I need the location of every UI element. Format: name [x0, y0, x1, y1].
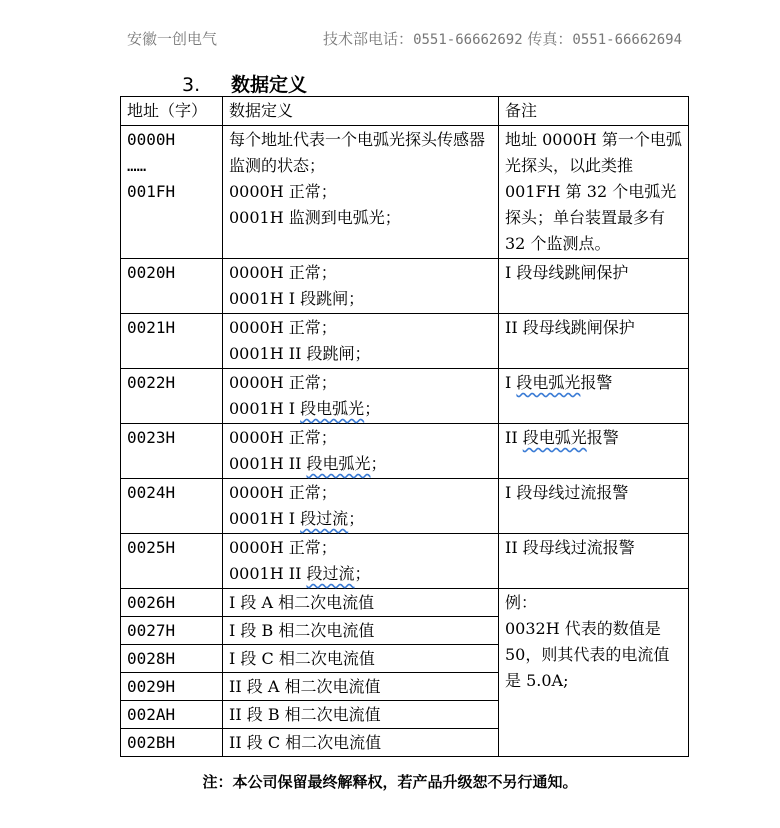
table-row [121, 479, 689, 534]
company-name: 安徽一创电气 [127, 30, 218, 48]
header-note: 备注 [499, 97, 689, 126]
section-heading [182, 70, 307, 97]
note-cell: II 段母线过流报警 [499, 534, 689, 589]
table-row [121, 126, 689, 259]
table-row [121, 259, 689, 314]
definition-line: 0000H 正常； [229, 428, 337, 447]
address-cell: 0025H [121, 534, 223, 589]
definition-line: 0000H 正常； [229, 318, 337, 337]
definition-line: 0000H 正常； [229, 263, 337, 282]
note-cell [499, 424, 689, 479]
table-row [121, 314, 689, 369]
tel-label: 技术部电话： [323, 30, 414, 48]
spellcheck-underlined-text: 段电弧光 [300, 399, 365, 418]
table-row [121, 369, 689, 424]
fax-value: 0551-66662694 [572, 32, 682, 48]
definition-cell: I 段 C 相二次电流值 [223, 645, 499, 673]
address-cell: 0023H [121, 424, 223, 479]
definition-line: 0000H 正常； [229, 373, 337, 392]
section-title: 数据定义 [231, 74, 308, 96]
note-text: I [505, 373, 517, 392]
fax-label: 传真： [522, 30, 573, 48]
definition-text: ； [348, 509, 365, 528]
table-row [121, 534, 689, 589]
spellcheck-underlined-text: 段电弧光 [306, 454, 371, 473]
definition-text: ； [370, 454, 387, 473]
contact-info [323, 28, 682, 49]
definition-text: 0001H I [229, 399, 301, 418]
definition-text: 0001H II [229, 454, 307, 473]
note-cell: 地址 0000H 第一个电弧光探头，以此类推001FH 第 32 个电弧光探头；单台装置最多有 32 个监测点。 [499, 126, 689, 259]
note-text: 报警 [586, 428, 619, 447]
definition-text: 0001H II [229, 564, 307, 583]
definition-cell [223, 424, 499, 479]
example-note-cell: 例： 0032H 代表的数值是50，则其代表的电流值是 5.0A; [499, 589, 689, 757]
address-cell: 0027H [121, 617, 223, 645]
note-cell: II 段母线跳闸保护 [499, 314, 689, 369]
data-definition-table [120, 96, 689, 757]
header-definition: 数据定义 [223, 97, 499, 126]
definition-line [229, 561, 492, 587]
tel-value: 0551-66662692 [413, 32, 523, 48]
definition-line [229, 396, 492, 422]
address-cell: 002AH [121, 701, 223, 729]
note-cell: I 段母线跳闸保护 [499, 259, 689, 314]
spellcheck-underlined-text: 段过流 [306, 564, 355, 583]
table-row [121, 589, 689, 617]
address-cell: 0029H [121, 673, 223, 701]
address-cell: 0021H [121, 314, 223, 369]
spellcheck-underlined-text: 段电弧光 [522, 428, 587, 447]
definition-line [229, 451, 492, 477]
address-cell: 0026H [121, 589, 223, 617]
definition-line: 0000H 正常； [229, 538, 337, 557]
header-address: 地址（字） [121, 97, 223, 126]
table-header-row [121, 97, 689, 126]
note-cell: I 段母线过流报警 [499, 479, 689, 534]
spellcheck-underlined-text: 段电弧光 [516, 373, 581, 392]
address-cell: 0020H [121, 259, 223, 314]
definition-line: 0001H II 段跳闸； [229, 344, 371, 363]
definition-text: ； [364, 399, 381, 418]
table-row [121, 424, 689, 479]
note-text: II [505, 428, 523, 447]
definition-line: 0000H 正常； [229, 483, 337, 502]
definition-cell: II 段 B 相二次电流值 [223, 701, 499, 729]
footer-note: 注：本公司保留最终解释权，若产品升级恕不另行通知。 [202, 773, 578, 791]
address-cell: 0022H [121, 369, 223, 424]
definition-text: 0001H I [229, 509, 301, 528]
address-cell: 0028H [121, 645, 223, 673]
address-cell: 002BH [121, 729, 223, 757]
spellcheck-underlined-text: 段过流 [300, 509, 349, 528]
definition-line: 0001H I 段跳闸； [229, 289, 365, 308]
note-text: 报警 [580, 373, 613, 392]
definition-cell [223, 314, 499, 369]
definition-cell: II 段 C 相二次电流值 [223, 729, 499, 757]
definition-cell: 每个地址代表一个电弧光探头传感器监测的状态； 0000H 正常； 0001H 监测到电弧光； [223, 126, 499, 259]
note-cell [499, 369, 689, 424]
address-cell: 0000H …… 001FH [121, 126, 223, 259]
address-cell: 0024H [121, 479, 223, 534]
definition-cell: I 段 B 相二次电流值 [223, 617, 499, 645]
definition-cell: I 段 A 相二次电流值 [223, 589, 499, 617]
definition-text: ； [354, 564, 371, 583]
definition-cell [223, 369, 499, 424]
definition-cell [223, 259, 499, 314]
definition-cell [223, 534, 499, 589]
definition-cell [223, 479, 499, 534]
definition-cell: II 段 A 相二次电流值 [223, 673, 499, 701]
definition-line [229, 506, 492, 532]
section-number: 3. [182, 74, 201, 96]
